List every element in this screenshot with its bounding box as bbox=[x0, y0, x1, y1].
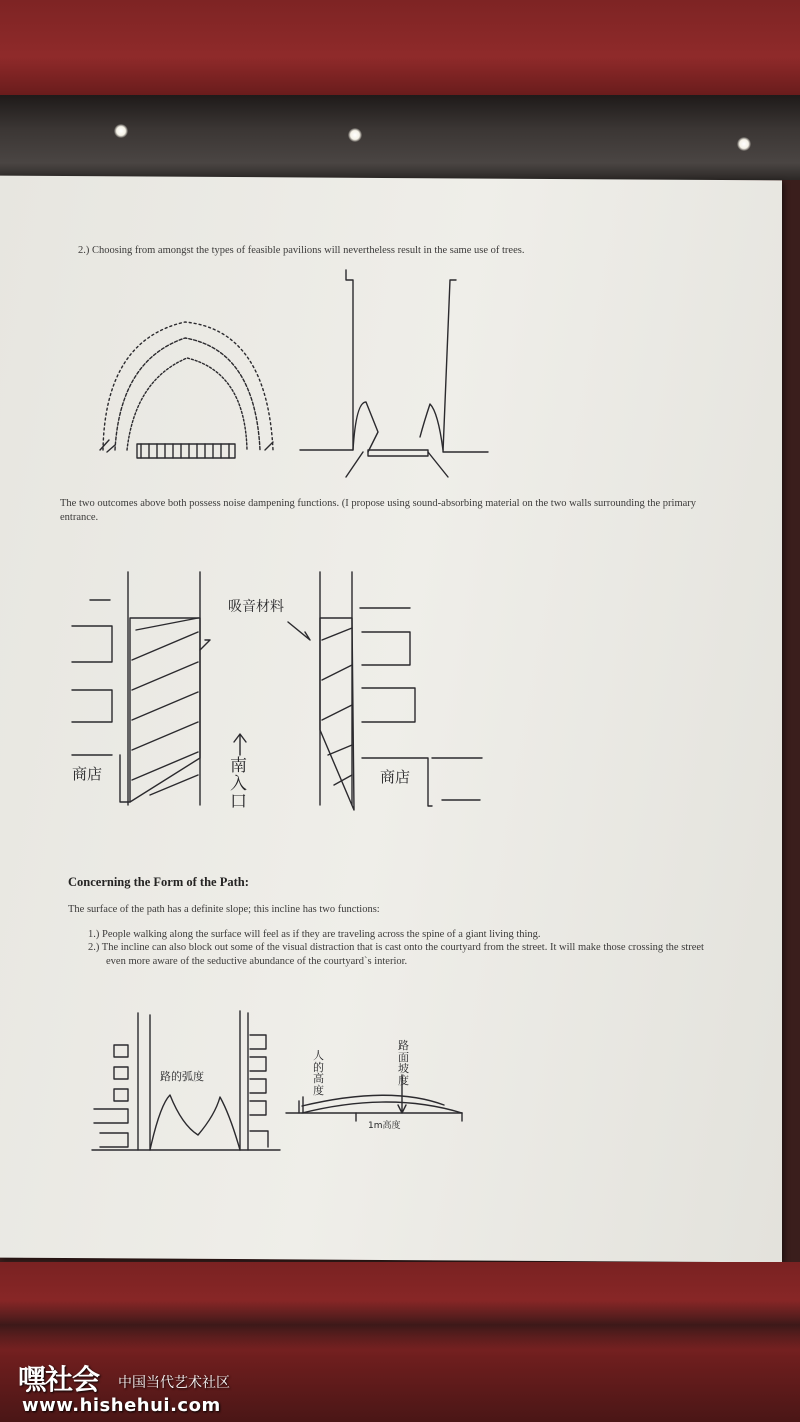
path-form-sketch bbox=[90, 1005, 490, 1160]
watermark-logo: 嘿社会 bbox=[18, 1363, 100, 1396]
south-entrance-label: 南入口 bbox=[230, 756, 247, 812]
tree-arch-sketch bbox=[95, 300, 285, 470]
sound-material-label: 吸音材料 bbox=[228, 599, 284, 615]
pavilion-walls-sketch bbox=[298, 262, 498, 482]
shop-label-left: 商店 bbox=[72, 765, 103, 783]
watermark-url: www.hishehui.com bbox=[22, 1395, 221, 1416]
function-2: 2.) The incline can also block out some of the visual distraction that is cast onto the courtyard from the street. It will make those crossing the street even more aware of the seductive abundance of the courtyard`s interior. bbox=[88, 942, 704, 968]
height-label: 人的高度 bbox=[313, 1049, 324, 1097]
wall-shadow bbox=[0, 1300, 800, 1350]
ceiling-light bbox=[114, 124, 128, 138]
wall-top bbox=[0, 0, 800, 95]
shop-label-right: 商店 bbox=[380, 768, 411, 786]
curve-label: 路面坡度 bbox=[398, 1039, 409, 1087]
point-2-text: 2.) Choosing from amongst the types of feasible pavilions will nevertheless result in the same use of trees. bbox=[78, 245, 525, 256]
section-heading: Concerning the Form of the Path: bbox=[68, 875, 249, 889]
ceiling-light bbox=[737, 137, 751, 151]
watermark-site-name: 中国当代艺术社区 bbox=[118, 1375, 230, 1391]
display-case-frame bbox=[0, 95, 800, 180]
function-1: 1.) People walking along the surface will feel as if they are traveling across the spine of a giant living thing. bbox=[88, 929, 541, 940]
noise-paragraph: The two outcomes above both possess noise dampening functions. (I propose using sound-absorbing material on the two walls surrounding the primary entrance. bbox=[60, 498, 697, 524]
slope-intro: The surface of the path has a definite slope; this incline has two functions: bbox=[68, 904, 380, 915]
width-label: 1m高度 bbox=[368, 1121, 401, 1131]
ceiling-light bbox=[348, 128, 362, 142]
slope-label: 路的弧度 bbox=[160, 1070, 204, 1083]
